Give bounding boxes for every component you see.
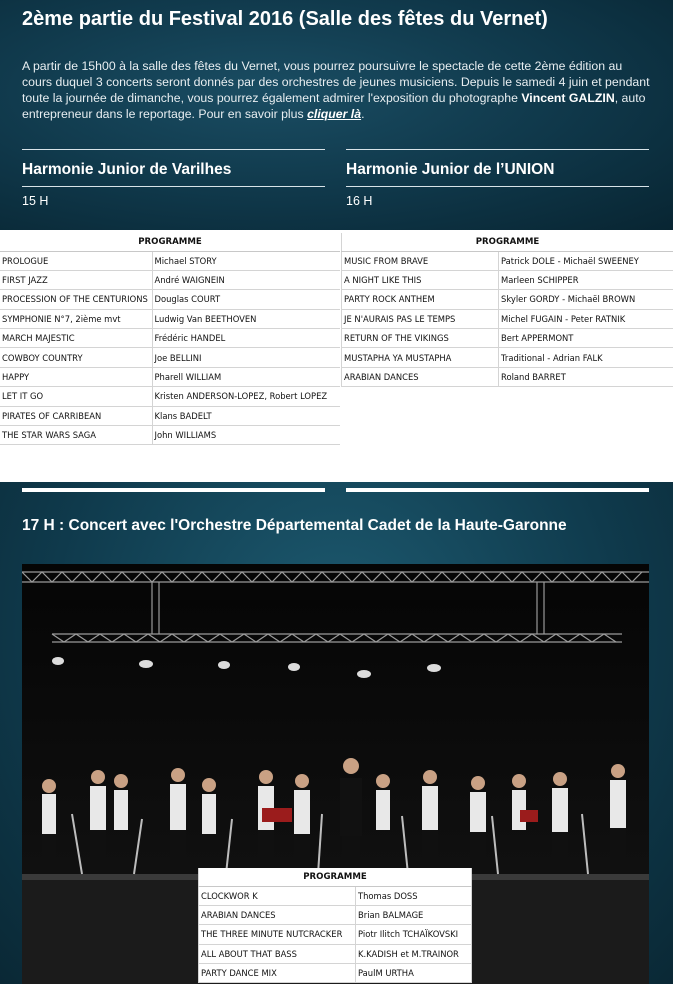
programme-table-varilhes — [0, 233, 340, 445]
divider — [22, 149, 325, 150]
table-row — [342, 251, 673, 270]
piece-title: PROLOGUE — [0, 251, 152, 270]
programme-heading: PROGRAMME — [199, 868, 472, 886]
composer: Joe BELLINI — [152, 348, 340, 367]
piece-title: MUSTAPHA YA MUSTAPHA — [342, 348, 499, 367]
piece-title: MUSIC FROM BRAVE — [342, 251, 499, 270]
table-row — [199, 905, 472, 924]
composer: Marleen SCHIPPER — [499, 270, 673, 289]
piece-title: ALL ABOUT THAT BASS — [199, 944, 356, 963]
composer: Thomas DOSS — [356, 886, 472, 905]
band-union-title: Harmonie Junior de l’UNION — [346, 161, 555, 178]
composer: Bert APPERMONT — [499, 329, 673, 348]
composer: Michael STORY — [152, 251, 340, 270]
composer: PaulM URTHA — [356, 964, 472, 983]
piece-title: COWBOY COUNTRY — [0, 348, 152, 367]
composer: John WILLIAMS — [152, 426, 340, 445]
table-row — [0, 251, 340, 270]
table-row — [342, 290, 673, 309]
piece-title: LET IT GO — [0, 387, 152, 406]
piece-title: MARCH MAJESTIC — [0, 329, 152, 348]
piece-title: ARABIAN DANCES — [342, 367, 499, 386]
piece-title: PARTY ROCK ANTHEM — [342, 290, 499, 309]
more-info-link[interactable]: cliquer là — [307, 107, 362, 121]
divider — [22, 186, 325, 187]
table-row — [342, 309, 673, 328]
photographer-name: Vincent GALZIN — [521, 91, 615, 105]
table-row — [0, 426, 340, 445]
composer: Douglas COURT — [152, 290, 340, 309]
table-row — [0, 387, 340, 406]
table-row — [0, 270, 340, 289]
piece-title: PARTY DANCE MIX — [199, 964, 356, 983]
table-row — [342, 348, 673, 367]
piece-title: THE STAR WARS SAGA — [0, 426, 152, 445]
piece-title: RETURN OF THE VIKINGS — [342, 329, 499, 348]
table-row — [0, 290, 340, 309]
composer: Kristen ANDERSON-LOPEZ, Robert LOPEZ — [152, 387, 340, 406]
composer: André WAIGNEIN — [152, 270, 340, 289]
intro-text-1: A partir de 15h00 à la salle des fêtes du Vernet, vous pourrez poursuivre le spectacle de cette 2ème édition au cours duquel 3 concerts seront donnés par des orchestres de jeunes musiciens. Depuis le samedi 4 juin et pendant toute la journée de dimanche, vous pourrez également admirer l'exposition du photographe — [22, 59, 650, 105]
composer: Pharell WILLIAM — [152, 367, 340, 386]
programme-table-union — [341, 233, 673, 387]
composer: Skyler GORDY - Michaël BROWN — [499, 290, 673, 309]
band-varilhes-time: 15 H — [22, 194, 49, 208]
band-union-time: 16 H — [346, 194, 373, 208]
composer: K.KADISH et M.TRAINOR — [356, 944, 472, 963]
piece-title: SYMPHONIE N°7, 2ième mvt — [0, 309, 152, 328]
table-row — [199, 964, 472, 983]
composer: Michel FUGAIN - Peter RATNIK — [499, 309, 673, 328]
piece-title: JE N'AURAIS PAS LE TEMPS — [342, 309, 499, 328]
piece-title: HAPPY — [0, 367, 152, 386]
composer: Roland BARRET — [499, 367, 673, 386]
composer: Patrick DOLE - Michaël SWEENEY — [499, 251, 673, 270]
composer: Ludwig Van BEETHOVEN — [152, 309, 340, 328]
piece-title: ARABIAN DANCES — [199, 905, 356, 924]
divider — [346, 186, 649, 187]
concert-title: 17 H : Concert avec l'Orchestre Départemental Cadet de la Haute-Garonne — [22, 517, 567, 534]
piece-title: CLOCKWOR K — [199, 886, 356, 905]
intro-text-end: . — [361, 107, 365, 121]
programme-heading: PROGRAMME — [0, 233, 340, 251]
composer: Piotr Ilitch TCHAÏKOVSKI — [356, 925, 472, 944]
programme-table-cadet — [198, 868, 472, 983]
composer: Frédéric HANDEL — [152, 329, 340, 348]
piece-title: PIRATES OF CARRIBEAN — [0, 406, 152, 425]
table-row — [342, 329, 673, 348]
table-row — [0, 348, 340, 367]
table-row — [199, 886, 472, 905]
table-row — [0, 406, 340, 425]
band-varilhes-title: Harmonie Junior de Varilhes — [22, 161, 232, 178]
intro-text-2: , auto entrepreneur dans le reportage. Pour en savoir plus — [22, 91, 646, 121]
piece-title: FIRST JAZZ — [0, 270, 152, 289]
page-title: 2ème partie du Festival 2016 (Salle des fêtes du Vernet) — [22, 8, 548, 30]
table-row — [0, 309, 340, 328]
piece-title: THE THREE MINUTE NUTCRACKER — [199, 925, 356, 944]
piece-title: A NIGHT LIKE THIS — [342, 270, 499, 289]
programme-heading: PROGRAMME — [342, 233, 673, 251]
composer: Klans BADELT — [152, 406, 340, 425]
composer: Traditional - Adrian FALK — [499, 348, 673, 367]
piece-title: PROCESSION OF THE CENTURIONS — [0, 290, 152, 309]
table-row — [342, 270, 673, 289]
divider — [346, 149, 649, 150]
divider — [346, 488, 649, 492]
divider — [22, 488, 325, 492]
table-row — [0, 329, 340, 348]
intro-paragraph — [22, 58, 652, 122]
table-row — [0, 367, 340, 386]
table-row — [199, 944, 472, 963]
composer: Brian BALMAGE — [356, 905, 472, 924]
table-row — [342, 367, 673, 386]
table-row — [199, 925, 472, 944]
